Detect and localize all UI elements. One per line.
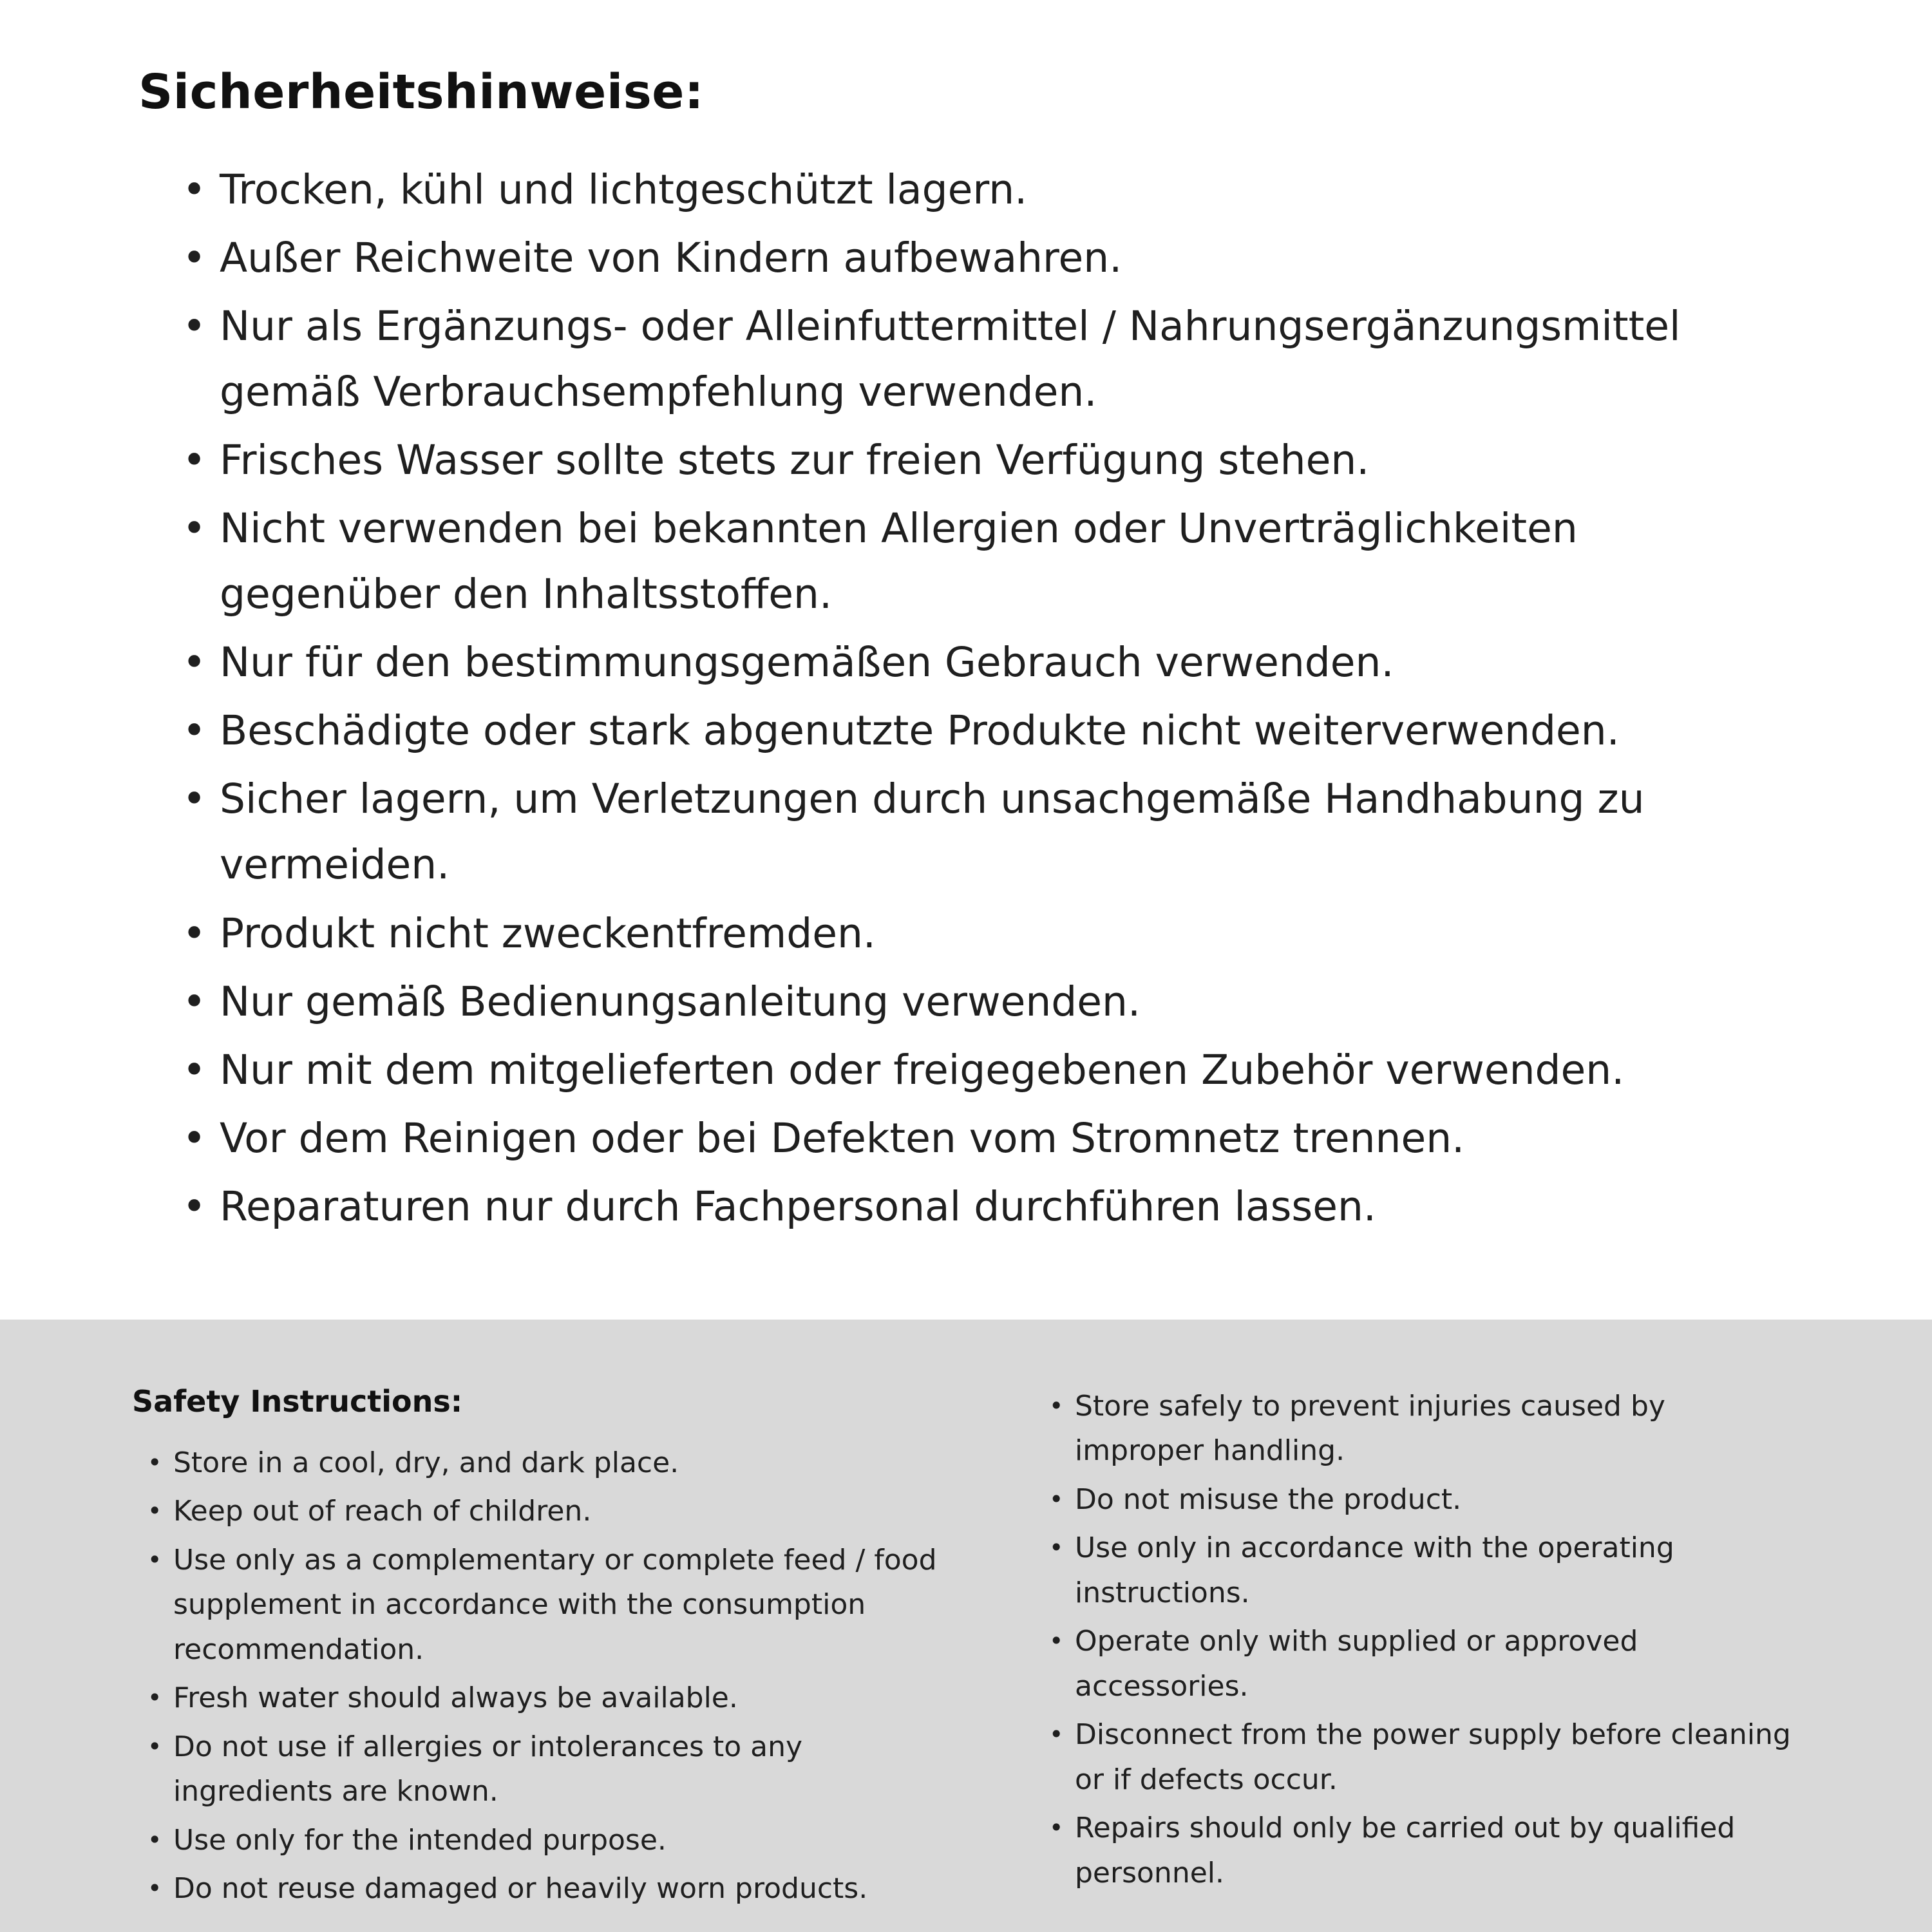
german-safety-item: • Produkt nicht zweckentfremden. xyxy=(182,901,1790,967)
english-safety-item: • Operate only with supplied or approved accessories. xyxy=(1049,1619,1800,1709)
german-safety-item: • Vor dem Reinigen oder bei Defekten vom Stromnetz trennen. xyxy=(182,1106,1790,1171)
english-safety-item: • Do not misuse the product. xyxy=(1049,1477,1800,1522)
english-safety-item: • Fresh water should always be available. xyxy=(147,1676,956,1721)
english-safety-item: • Repairs should only be carried out by qualified personnel. xyxy=(1049,1806,1800,1895)
english-safety-item: • Store in a cool, dry, and dark place. xyxy=(147,1441,956,1486)
english-safety-section xyxy=(0,1320,1932,1932)
english-safety-item: • Do not use if allergies or intolerances to any ingredients are known. xyxy=(147,1725,956,1814)
german-safety-item: • Reparaturen nur durch Fachpersonal durchführen lassen. xyxy=(182,1174,1790,1240)
english-right-column xyxy=(1034,1384,1800,1900)
english-safety-item: • Keep out of reach of children. xyxy=(147,1489,956,1534)
english-safety-item: • Disconnect from the power supply before cleaning or if defects occur. xyxy=(1049,1712,1800,1802)
english-safety-item: • Use only for the intended purpose. xyxy=(147,1818,956,1863)
english-safety-list-left xyxy=(132,1441,956,1911)
german-safety-item: • Nur für den bestimmungsgemäßen Gebrauch verwenden. xyxy=(182,630,1790,696)
german-section-title: Sicherheitshinweise: xyxy=(138,64,705,120)
german-safety-item: • Frisches Wasser sollte stets zur freien Verfügung stehen. xyxy=(182,428,1790,493)
english-safety-item: • Do not reuse damaged or heavily worn products. xyxy=(147,1866,956,1911)
german-safety-list xyxy=(138,157,1790,1240)
german-safety-item: • Nicht verwenden bei bekannten Allergien oder Unverträglichkeiten gegenüber den Inhaltsstoffen. xyxy=(182,496,1790,627)
german-safety-item: • Trocken, kühl und lichtgeschützt lagern. xyxy=(182,157,1790,223)
german-safety-item: • Nur gemäß Bedienungsanleitung verwenden. xyxy=(182,969,1790,1035)
german-safety-item: • Nur als Ergänzungs- oder Alleinfuttermittel / Nahrungsergänzungsmittel gemäß Verbrauchsempfehlung verwenden. xyxy=(182,294,1790,425)
english-section-title: Safety Instructions: xyxy=(132,1383,463,1419)
german-safety-item: • Beschädigte oder stark abgenutzte Produkte nicht weiterverwenden. xyxy=(182,698,1790,764)
german-safety-item: • Nur mit dem mitgelieferten oder freigegebenen Zubehör verwenden. xyxy=(182,1037,1790,1103)
german-safety-item: • Außer Reichweite von Kindern aufbewahren. xyxy=(182,225,1790,291)
english-left-column xyxy=(132,1384,956,1915)
english-safety-item: • Use only in accordance with the operating instructions. xyxy=(1049,1526,1800,1615)
german-safety-item: • Sicher lagern, um Verletzungen durch unsachgemäße Handhabung zu vermeiden. xyxy=(182,766,1790,898)
english-safety-list-right xyxy=(1034,1384,1800,1896)
english-safety-item: • Use only as a complementary or complete feed / food supplement in accordance with the consumption recommendation. xyxy=(147,1538,956,1672)
english-safety-item: • Store safely to prevent injuries caused by improper handling. xyxy=(1049,1384,1800,1473)
